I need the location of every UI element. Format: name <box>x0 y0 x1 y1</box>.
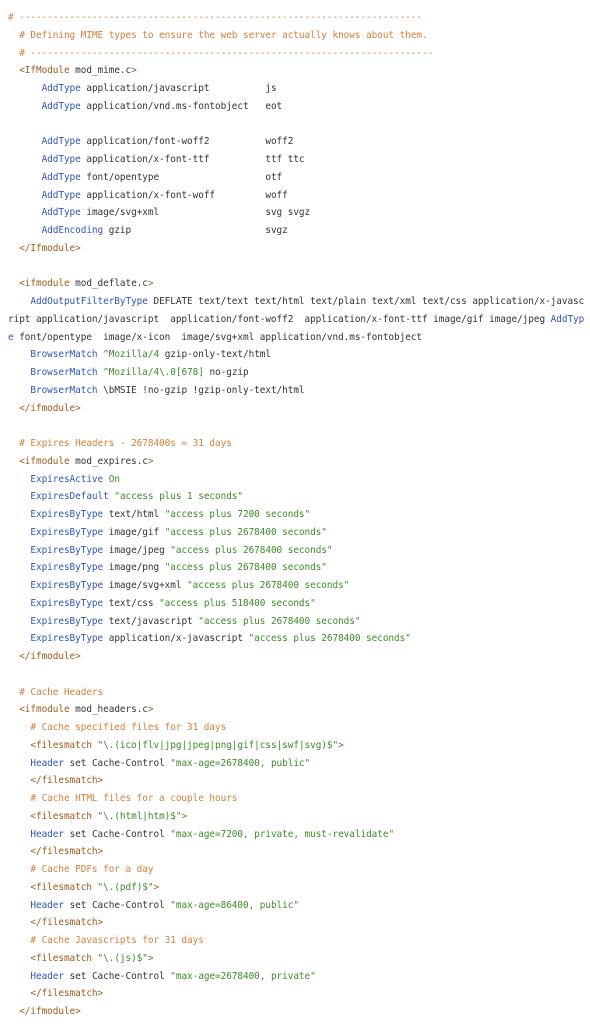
code-line <box>8 701 586 719</box>
tag-token: </filesmatch> <box>30 775 104 787</box>
code-line <box>8 151 586 169</box>
directive-token: Header <box>30 757 64 769</box>
tag-token: <filesmatch <box>30 952 92 964</box>
directive-token: AddType <box>8 313 585 343</box>
plain-text: gzip-only-text/html <box>159 349 271 361</box>
plain-text <box>8 971 30 982</box>
code-line <box>8 613 586 631</box>
code-line <box>8 648 586 666</box>
code-line <box>8 772 586 790</box>
plain-text <box>8 83 42 94</box>
string-token: "access plus 518400 seconds" <box>159 597 316 609</box>
string-token: "\.(js)$" <box>97 952 148 964</box>
string-token: ^Mozilla/4 <box>103 349 160 361</box>
comment-text: # Cache Headers <box>19 686 104 698</box>
directive-token: AddOutputFilterByType <box>30 296 148 307</box>
comment-text: # ------------------------------------------------------------------------ <box>19 47 434 59</box>
plain-text <box>8 154 42 165</box>
code-line <box>8 204 586 222</box>
plain-text <box>8 704 19 715</box>
plain-text <box>8 456 19 467</box>
code-line <box>8 382 586 400</box>
directive-token: ExpiresByType <box>30 509 104 520</box>
code-line <box>8 968 586 986</box>
code-line <box>8 755 586 773</box>
directive-token: AddType <box>41 100 81 112</box>
plain-text: image/svg+xml svg svgz <box>80 207 311 219</box>
plain-text: \bMSIE !no-gzip !gzip-only-text/html <box>97 384 305 396</box>
plain-text: text/html <box>103 509 165 520</box>
tag-token: <ifmodule <box>19 704 70 716</box>
plain-text <box>8 917 30 928</box>
plain-text <box>8 775 30 786</box>
code-line <box>8 506 586 524</box>
string-token: "\.(ico|flv|jpg|jpeg|png|gif|css|swf|svg)$" <box>97 739 339 751</box>
code-line <box>8 133 586 151</box>
plain-text: set Cache-Control <box>63 757 171 769</box>
directive-token: AddType <box>41 207 81 219</box>
plain-text <box>8 616 30 627</box>
code-line <box>8 719 586 737</box>
directive-token: AddType <box>41 136 81 148</box>
code-line <box>8 684 586 702</box>
directive-token: AddType <box>41 171 81 183</box>
plain-text <box>8 651 19 662</box>
plain-text <box>8 988 30 999</box>
plain-text <box>8 207 42 218</box>
directive-token: ExpiresByType <box>30 562 104 574</box>
plain-text <box>8 527 30 538</box>
code-line <box>8 737 586 755</box>
code-line <box>8 666 586 684</box>
string-token: "max-age=7200, private, must-revalidate" <box>170 828 395 840</box>
plain-text: text/javascript <box>103 615 199 627</box>
code-line <box>8 950 586 968</box>
plain-text: text/css <box>103 597 160 609</box>
plain-text <box>8 278 19 289</box>
code-line <box>8 879 586 897</box>
code-line <box>8 524 586 542</box>
code-line <box>8 417 586 435</box>
code-line <box>8 843 586 861</box>
code-line <box>8 808 586 826</box>
code-line <box>8 116 586 134</box>
tag-token: <ifmodule <box>19 455 70 467</box>
code-line <box>8 897 586 915</box>
code-line <box>8 488 586 506</box>
directive-token: ExpiresActive <box>30 473 104 485</box>
plain-text <box>8 190 42 201</box>
code-line <box>8 453 586 471</box>
directive-token: ExpiresByType <box>30 544 104 556</box>
code-line <box>8 790 586 808</box>
plain-text: application/x-font-woff woff <box>80 189 288 201</box>
plain-text: mod_headers.c <box>69 704 148 716</box>
plain-text <box>8 580 30 591</box>
plain-text: set Cache-Control <box>63 828 171 840</box>
plain-text <box>8 740 30 751</box>
tag-token: <filesmatch <box>30 881 92 893</box>
tag-token: > <box>338 739 344 751</box>
code-line <box>8 169 586 187</box>
plain-text <box>8 349 30 360</box>
plain-text <box>8 474 30 485</box>
directive-token: AddEncoding <box>41 225 104 236</box>
tag-token: </filesmatch> <box>30 917 104 929</box>
directive-token: ExpiresByType <box>30 597 104 609</box>
plain-text <box>8 953 30 964</box>
tag-token: </ifmodule> <box>19 402 81 414</box>
string-token: "access plus 7200 seconds" <box>164 509 311 520</box>
plain-text <box>8 491 30 502</box>
plain-text: image/png <box>103 562 165 574</box>
plain-text: font/opentype image/x-icon image/svg+xml application/vnd.ms-fontobject <box>13 331 422 343</box>
tag-token: > <box>147 952 154 964</box>
tag-token: > <box>147 704 154 716</box>
plain-text: mod_deflate.c <box>69 278 148 290</box>
code-line <box>8 222 586 240</box>
code-line <box>8 542 586 560</box>
plain-text <box>8 687 19 698</box>
directive-token: BrowserMatch <box>30 367 98 378</box>
plain-text <box>8 722 30 733</box>
directive-token: ExpiresByType <box>30 580 104 591</box>
plain-text: application/x-font-ttf ttf ttc <box>80 154 305 165</box>
tag-token: <filesmatch <box>30 810 92 822</box>
plain-text <box>8 882 30 893</box>
plain-text <box>8 48 19 59</box>
tag-token: > <box>131 65 137 77</box>
plain-text <box>8 562 30 573</box>
tag-token: </Ifmodule> <box>19 242 81 254</box>
code-line <box>8 932 586 950</box>
directive-token: ExpiresDefault <box>30 491 109 503</box>
string-token: "access plus 2678400 seconds" <box>164 526 327 538</box>
plain-text: mod_expires.c <box>69 455 148 467</box>
string-token: "max-age=2678400, private" <box>170 970 316 982</box>
plain-text <box>8 900 30 911</box>
plain-text <box>8 403 19 414</box>
plain-text <box>8 864 30 875</box>
tag-token: </filesmatch> <box>30 988 104 1000</box>
plain-text: image/jpeg <box>103 544 171 556</box>
tag-token: </ifmodule> <box>19 651 81 662</box>
code-line <box>8 364 586 382</box>
comment-text: # Defining MIME types to ensure the web server actually knows about them. <box>19 29 428 41</box>
tag-token: <ifmodule <box>19 278 70 290</box>
plain-text <box>8 633 30 644</box>
tag-token: <IfModule <box>19 65 70 77</box>
code-line <box>8 435 586 453</box>
plain-text: font/opentype otf <box>80 171 283 183</box>
string-token: ^Mozilla/4\.0[678] <box>103 367 204 378</box>
plain-text: set Cache-Control <box>63 970 171 982</box>
code-line <box>8 275 586 293</box>
code-line <box>8 346 586 364</box>
directive-token: BrowserMatch <box>30 384 98 396</box>
string-token: "access plus 2678400 seconds" <box>164 562 327 574</box>
code-line <box>8 62 586 80</box>
code-line <box>8 27 586 45</box>
tag-token: > <box>153 881 160 893</box>
directive-token: Header <box>30 828 64 840</box>
code-line <box>8 187 586 205</box>
plain-text: application/font-woff2 woff2 <box>80 136 294 148</box>
comment-text: # Expires Headers - 2678400s = 31 days <box>19 438 232 449</box>
comment-text: # ------------------------------------------------------------------------ <box>8 12 422 23</box>
code-line <box>8 630 586 648</box>
plain-text <box>8 793 30 804</box>
directive-token: Header <box>30 899 64 911</box>
tag-token: </ifmodule> <box>19 1006 81 1017</box>
code-line <box>8 577 586 595</box>
plain-text: no-gzip <box>203 367 249 378</box>
plain-text: application/javascript js <box>80 83 277 94</box>
string-token: "max-age=86400, public" <box>170 899 299 911</box>
string-token: "access plus 2678400 seconds" <box>170 544 333 556</box>
tag-token: <filesmatch <box>30 739 92 751</box>
directive-token: BrowserMatch <box>30 349 98 361</box>
plain-text <box>8 243 19 254</box>
plain-text <box>8 385 30 396</box>
code-line <box>8 240 586 258</box>
string-token: "access plus 2678400 seconds" <box>248 633 411 645</box>
code-line <box>8 98 586 116</box>
plain-text <box>8 509 30 520</box>
plain-text <box>8 758 30 769</box>
plain-text: mod_mime.c <box>69 65 132 77</box>
code-line <box>8 985 586 1003</box>
plain-text: image/svg+xml <box>103 580 188 591</box>
code-line <box>8 45 586 63</box>
code-line <box>8 9 586 27</box>
string-token: "\.(pdf)$" <box>97 881 154 893</box>
tag-token: </filesmatch> <box>30 846 104 858</box>
code-line <box>8 559 586 577</box>
tag-token: > <box>147 278 154 290</box>
code-line <box>8 80 586 98</box>
plain-text: set Cache-Control <box>63 899 171 911</box>
directive-token: AddType <box>41 83 81 94</box>
code-line <box>8 258 586 276</box>
plain-text <box>8 101 42 112</box>
code-listing <box>8 9 586 1021</box>
directive-token: AddType <box>41 189 81 201</box>
plain-text <box>8 225 42 236</box>
comment-text: # Cache PDFs for a day <box>30 864 154 875</box>
code-line <box>8 1003 586 1021</box>
plain-text <box>8 65 19 76</box>
string-token: "access plus 1 seconds" <box>114 491 243 503</box>
plain-text <box>8 136 42 147</box>
tag-token: > <box>181 810 188 822</box>
plain-text: image/gif <box>103 526 165 538</box>
string-token: "max-age=2678400, public" <box>170 757 311 769</box>
plain-text <box>8 846 30 857</box>
plain-text: application/x-javascript <box>103 633 249 645</box>
plain-text: gzip svgz <box>103 225 288 236</box>
directive-token: AddType <box>41 154 81 165</box>
plain-text <box>8 296 30 307</box>
plain-text <box>8 367 30 378</box>
code-line <box>8 826 586 844</box>
string-token: "access plus 2678400 seconds" <box>198 615 361 627</box>
plain-text <box>8 935 30 946</box>
comment-text: # Cache Javascripts for 31 days <box>30 935 204 946</box>
plain-text: application/vnd.ms-fontobject eot <box>80 100 283 112</box>
code-line <box>8 293 586 346</box>
comment-text: # Cache HTML files for a couple hours <box>30 793 238 804</box>
plain-text <box>8 172 42 183</box>
plain-text <box>8 30 19 41</box>
code-line <box>8 595 586 613</box>
plain-text <box>8 811 30 822</box>
plain-text <box>8 545 30 556</box>
directive-token: ExpiresByType <box>30 615 104 627</box>
directive-token: ExpiresByType <box>30 633 104 645</box>
directive-token: Header <box>30 970 64 982</box>
code-line <box>8 914 586 932</box>
comment-text: # Cache specified files for 31 days <box>30 722 227 733</box>
plain-text <box>8 438 19 449</box>
code-line <box>8 471 586 489</box>
keyword-token: On <box>108 473 120 485</box>
tag-token: > <box>147 455 154 467</box>
directive-token: ExpiresByType <box>30 526 104 538</box>
string-token: "access plus 2678400 seconds" <box>187 580 350 591</box>
plain-text <box>8 1006 19 1017</box>
plain-text <box>8 598 30 609</box>
code-line <box>8 400 586 418</box>
code-line <box>8 861 586 879</box>
string-token: "\.(html|htm)$" <box>97 810 182 822</box>
plain-text <box>8 829 30 840</box>
plain-text: DEFLATE text/text text/html text/plain text/xml text/css application/x-javascript application/javascript application/font-woff2 application/x-font-ttf image/gif image/jpeg <box>8 296 585 325</box>
